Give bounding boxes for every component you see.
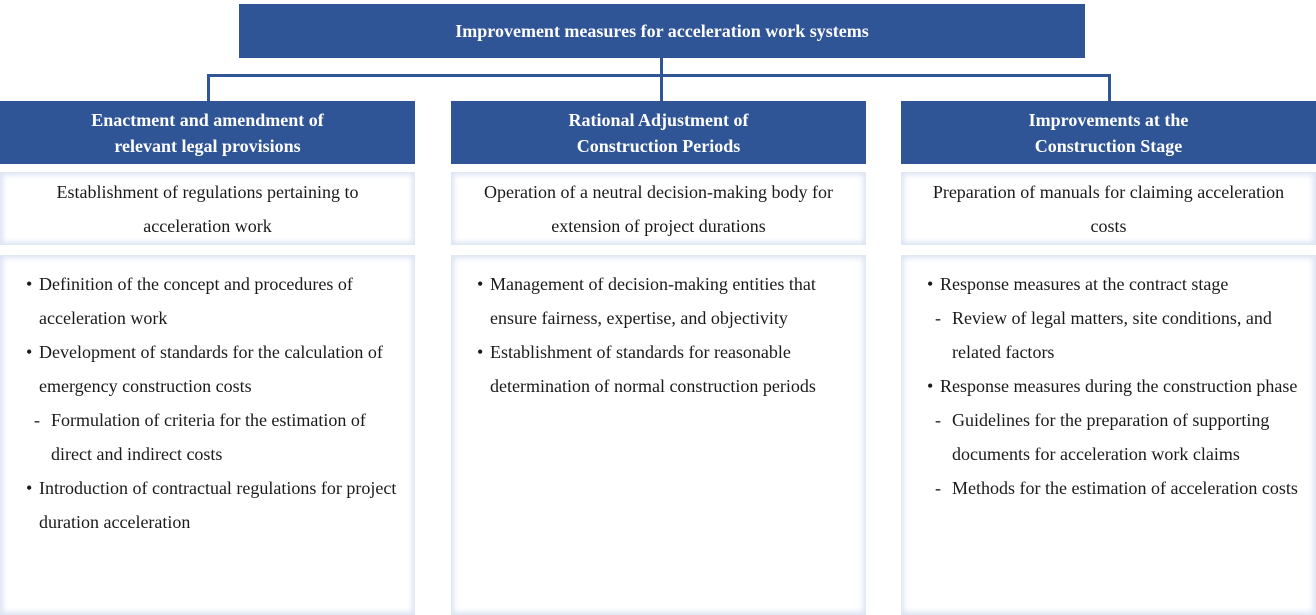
bullet-marker: • — [26, 342, 33, 362]
bullet-marker: • — [477, 274, 484, 294]
sub-list-item — [927, 301, 1298, 369]
list-item-text: Review of legal matters, site conditions, and related factors — [952, 308, 1272, 362]
list-item-text: Response measures at the contract stage — [940, 274, 1229, 294]
sub-list-item — [26, 403, 397, 471]
bullet-marker: • — [477, 342, 484, 362]
list-item — [26, 471, 397, 539]
column-details-construction — [901, 255, 1316, 615]
dash-marker: - — [34, 410, 40, 430]
list-item-text: Development of standards for the calculation of emergency construction costs — [39, 342, 383, 396]
list-item — [477, 335, 848, 403]
column-details-legal — [0, 255, 415, 615]
connector-left-drop — [207, 74, 210, 101]
list-item-text: Response measures during the construction phase — [940, 376, 1298, 396]
dash-marker: - — [935, 308, 941, 328]
column-summary-legal — [0, 172, 415, 245]
summary-text: Operation of a neutral decision-making body for extension of project durations — [484, 181, 833, 236]
column-summary-periods — [451, 172, 866, 245]
bullet-marker: • — [927, 376, 934, 396]
connector-right-drop — [1108, 74, 1111, 101]
list-item-text: Establishment of standards for reasonable determination of normal construction periods — [490, 342, 816, 396]
column-header-periods: Rational Adjustment of Construction Periods — [451, 101, 866, 164]
list-item-text: Methods for the estimation of acceleration costs — [952, 478, 1298, 498]
main-title: Improvement measures for acceleration work systems — [239, 4, 1085, 58]
list-item-text: Definition of the concept and procedures of acceleration work — [39, 274, 353, 328]
sub-list-item — [927, 471, 1298, 505]
column-summary-construction — [901, 172, 1316, 245]
dash-marker: - — [935, 478, 941, 498]
list-item — [927, 369, 1298, 403]
bullet-marker: • — [26, 274, 33, 294]
list-item — [26, 267, 397, 335]
list-item-text: Management of decision-making entities that ensure fairness, expertise, and objectivity — [490, 274, 816, 328]
list-item-text: Introduction of contractual regulations for project duration acceleration — [39, 478, 397, 532]
list-item — [477, 267, 848, 335]
summary-text: Establishment of regulations pertaining to acceleration work — [56, 181, 359, 236]
connector-middle-drop — [660, 74, 663, 101]
dash-marker: - — [935, 410, 941, 430]
sub-list-item — [927, 403, 1298, 471]
list-item-text: Formulation of criteria for the estimation of direct and indirect costs — [51, 410, 366, 464]
list-item — [927, 267, 1298, 301]
connector-horizontal — [207, 74, 1111, 77]
bullet-marker: • — [927, 274, 934, 294]
list-item — [26, 335, 397, 403]
bullet-marker: • — [26, 478, 33, 498]
list-item-text: Guidelines for the preparation of supporting documents for acceleration work claims — [952, 410, 1270, 464]
column-header-legal: Enactment and amendment of relevant legal provisions — [0, 101, 415, 164]
column-details-periods — [451, 255, 866, 615]
column-header-construction: Improvements at the Construction Stage — [901, 101, 1316, 164]
summary-text: Preparation of manuals for claiming acceleration costs — [932, 181, 1285, 236]
